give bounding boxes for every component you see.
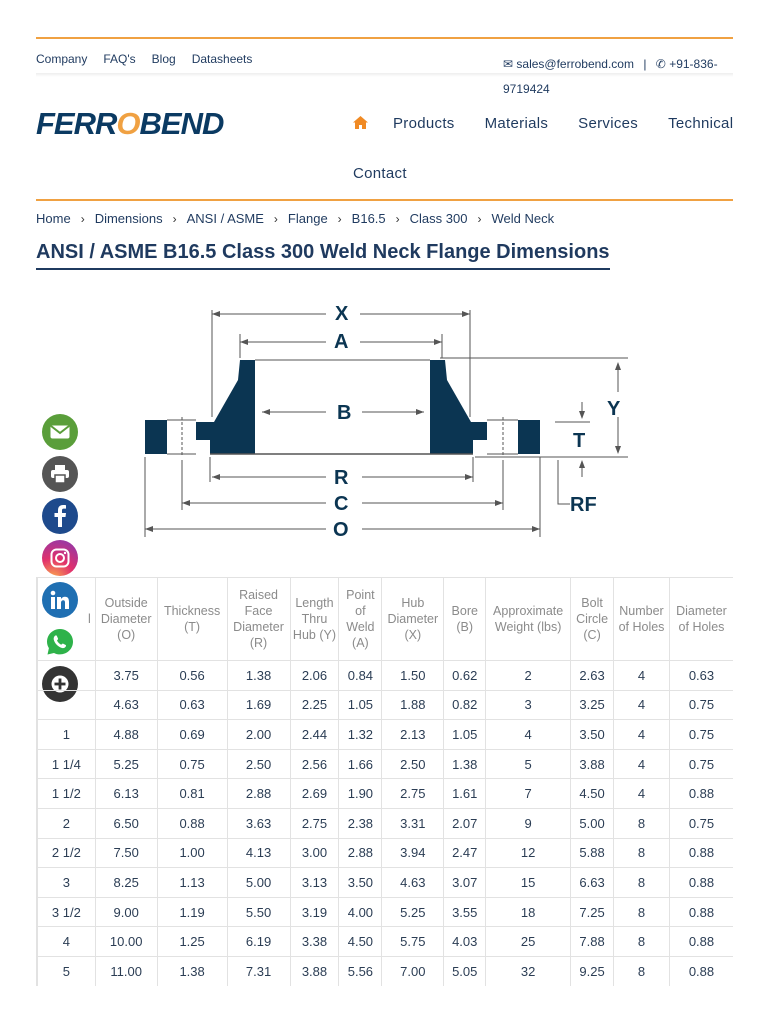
top-links	[36, 52, 252, 66]
table-cell: 3.88	[290, 956, 339, 986]
table-cell: 3.31	[382, 808, 444, 838]
table-cell: 5.75	[382, 927, 444, 957]
table-cell: 5.00	[571, 808, 614, 838]
chevron-right-icon: ›	[337, 211, 342, 226]
link-faqs[interactable]: FAQ's	[103, 52, 136, 66]
column-header: Point of Weld (A)	[339, 578, 382, 661]
table-cell: 4	[38, 927, 96, 957]
table-cell: 4.00	[339, 897, 382, 927]
label-a: A	[334, 331, 349, 353]
table-cell: 0.88	[669, 956, 733, 986]
nav-products[interactable]: Products	[393, 115, 455, 132]
print-icon[interactable]	[42, 456, 78, 492]
table-cell: 4	[486, 720, 571, 750]
table-cell: 5	[486, 749, 571, 779]
table-cell: 1.38	[227, 661, 290, 691]
breadcrumb	[36, 211, 554, 226]
table-cell: 6.50	[95, 808, 157, 838]
breadcrumb-home[interactable]: Home	[36, 211, 71, 226]
table-cell: 5.00	[227, 868, 290, 898]
table-row	[38, 927, 734, 957]
table-cell: 1.19	[157, 897, 227, 927]
dimensions-table-container[interactable]	[36, 577, 733, 986]
table-cell: 0.88	[669, 779, 733, 809]
table-cell: 2.07	[444, 808, 486, 838]
breadcrumb-weld-neck[interactable]: Weld Neck	[491, 211, 555, 226]
table-cell: 5.05	[444, 956, 486, 986]
nav-technical[interactable]: Technical	[668, 115, 734, 132]
table-cell: 8.25	[95, 868, 157, 898]
table-cell: 3.50	[571, 720, 614, 750]
table-cell: 8	[614, 927, 670, 957]
table-cell: 10.00	[95, 927, 157, 957]
table-cell: 2.25	[290, 690, 339, 720]
email-icon[interactable]	[42, 414, 78, 450]
table-cell: 2.38	[339, 808, 382, 838]
label-y: Y	[607, 398, 621, 420]
main-nav	[353, 115, 733, 132]
column-header: Hub Diameter (X)	[382, 578, 444, 661]
table-cell: 2.88	[339, 838, 382, 868]
table-cell: 5	[38, 956, 96, 986]
table-row	[38, 956, 734, 986]
table-cell: 5.88	[571, 838, 614, 868]
table-cell: 3.19	[290, 897, 339, 927]
table-cell: 0.75	[669, 749, 733, 779]
table-cell: 0.62	[444, 661, 486, 691]
table-cell: 1.05	[444, 720, 486, 750]
table-cell: 3.63	[227, 808, 290, 838]
chevron-right-icon: ›	[80, 211, 85, 226]
table-cell	[38, 690, 96, 720]
table-cell: 9.25	[571, 956, 614, 986]
table-cell: 4	[614, 749, 670, 779]
table-cell: 25	[486, 927, 571, 957]
table-cell: 3	[486, 690, 571, 720]
table-cell: 0.63	[669, 661, 733, 691]
table-cell: 2.50	[227, 749, 290, 779]
table-cell: 1.00	[157, 838, 227, 868]
table-cell	[38, 661, 96, 691]
column-header: Bore (B)	[444, 578, 486, 661]
table-cell: 4	[614, 720, 670, 750]
column-header: Diameter of Holes	[669, 578, 733, 661]
table-cell: 0.88	[669, 927, 733, 957]
contact-separator: |	[643, 57, 647, 71]
table-cell: 1.50	[382, 661, 444, 691]
table-cell: 4.13	[227, 838, 290, 868]
table-cell: 18	[486, 897, 571, 927]
phone-icon: ✆	[655, 57, 666, 71]
table-cell: 3.00	[290, 838, 339, 868]
table-cell: 4.50	[571, 779, 614, 809]
table-cell: 3.38	[290, 927, 339, 957]
email-link[interactable]: sales@ferrobend.com	[516, 57, 634, 71]
column-header: Number of Holes	[614, 578, 670, 661]
table-cell: 0.88	[157, 808, 227, 838]
nav-services[interactable]: Services	[578, 115, 639, 132]
table-cell: 0.88	[669, 897, 733, 927]
breadcrumb-ansi-asme[interactable]: ANSI / ASME	[186, 211, 264, 226]
table-cell: 0.82	[444, 690, 486, 720]
table-cell: 11.00	[95, 956, 157, 986]
table-cell: 0.84	[339, 661, 382, 691]
table-cell: 3.94	[382, 838, 444, 868]
link-blog[interactable]: Blog	[151, 52, 176, 66]
table-row	[38, 690, 734, 720]
table-cell: 9.00	[95, 897, 157, 927]
table-cell: 1.88	[382, 690, 444, 720]
table-row	[38, 897, 734, 927]
label-o: O	[333, 519, 349, 541]
table-cell: 6.63	[571, 868, 614, 898]
table-cell: 1.38	[444, 749, 486, 779]
table-cell: 3.88	[571, 749, 614, 779]
table-cell: 2.75	[290, 808, 339, 838]
table-cell: 7.88	[571, 927, 614, 957]
table-cell: 3.25	[571, 690, 614, 720]
breadcrumb-class-300[interactable]: Class 300	[409, 211, 468, 226]
label-x: X	[335, 303, 349, 325]
column-header: Raised Face Diameter (R)	[227, 578, 290, 661]
table-cell: 12	[486, 838, 571, 868]
table-cell: 9	[486, 808, 571, 838]
table-cell: 4.88	[95, 720, 157, 750]
table-cell: 2.75	[382, 779, 444, 809]
table-cell: 1.66	[339, 749, 382, 779]
table-cell: 1 1/2	[38, 779, 96, 809]
table-cell: 3.50	[339, 868, 382, 898]
top-rule	[36, 37, 733, 39]
chevron-right-icon: ›	[395, 211, 400, 226]
logo-text-1: FERR	[36, 106, 117, 141]
table-cell: 1	[38, 720, 96, 750]
ferrobend-logo[interactable]	[36, 106, 223, 142]
chevron-right-icon: ›	[273, 211, 278, 226]
home-icon[interactable]	[353, 116, 368, 132]
table-cell: 3.07	[444, 868, 486, 898]
envelope-icon: ✉	[503, 57, 514, 71]
table-cell: 1.25	[157, 927, 227, 957]
column-header: l	[38, 578, 96, 661]
label-c: C	[334, 493, 349, 515]
label-rf: RF	[570, 494, 597, 516]
table-cell: 3.75	[95, 661, 157, 691]
column-header: Thickness (T)	[157, 578, 227, 661]
table-cell: 2.00	[227, 720, 290, 750]
column-header: Outside Diameter (O)	[95, 578, 157, 661]
column-header: Bolt Circle (C)	[571, 578, 614, 661]
table-cell: 2 1/2	[38, 838, 96, 868]
table-row	[38, 868, 734, 898]
table-cell: 4.03	[444, 927, 486, 957]
table-cell: 8	[614, 956, 670, 986]
label-r: R	[334, 467, 349, 489]
table-row	[38, 749, 734, 779]
table-cell: 4.63	[95, 690, 157, 720]
table-cell: 4	[614, 690, 670, 720]
table-cell: 1.32	[339, 720, 382, 750]
table-cell: 1.13	[157, 868, 227, 898]
breadcrumb-dimensions[interactable]: Dimensions	[94, 211, 163, 226]
table-row	[38, 661, 734, 691]
table-cell: 2.88	[227, 779, 290, 809]
table-cell: 15	[486, 868, 571, 898]
logo-text-2: BEND	[139, 106, 224, 141]
label-t: T	[573, 430, 586, 452]
table-cell: 4.63	[382, 868, 444, 898]
table-cell: 5.25	[382, 897, 444, 927]
table-cell: 0.81	[157, 779, 227, 809]
table-cell: 3	[38, 868, 96, 898]
table-cell: 2.13	[382, 720, 444, 750]
table-cell: 0.75	[157, 749, 227, 779]
table-cell: 2.69	[290, 779, 339, 809]
table-cell: 1.90	[339, 779, 382, 809]
table-cell: 7.50	[95, 838, 157, 868]
table-cell: 0.56	[157, 661, 227, 691]
table-row	[38, 779, 734, 809]
dimensions-table	[37, 577, 733, 986]
table-cell: 8	[614, 868, 670, 898]
column-header: Approximate Weight (lbs)	[486, 578, 571, 661]
table-cell: 2.56	[290, 749, 339, 779]
table-cell: 5.25	[95, 749, 157, 779]
table-cell: 0.69	[157, 720, 227, 750]
table-cell: 3.13	[290, 868, 339, 898]
link-datasheets[interactable]: Datasheets	[191, 52, 253, 66]
table-cell: 7.00	[382, 956, 444, 986]
page-title: ANSI / ASME B16.5 Class 300 Weld Neck Flange Dimensions	[36, 241, 610, 270]
table-cell: 0.88	[669, 838, 733, 868]
logo-text-o: O	[116, 106, 140, 141]
table-cell: 4	[614, 661, 670, 691]
nav-contact[interactable]: Contact	[353, 165, 407, 182]
table-cell: 1.05	[339, 690, 382, 720]
table-cell: 0.75	[669, 720, 733, 750]
table-cell: 1.61	[444, 779, 486, 809]
table-cell: 32	[486, 956, 571, 986]
table-cell: 2.44	[290, 720, 339, 750]
column-header: Length Thru Hub (Y)	[290, 578, 339, 661]
nav-materials[interactable]: Materials	[484, 115, 549, 132]
table-cell: 0.63	[157, 690, 227, 720]
table-cell: 2	[38, 808, 96, 838]
table-cell: 8	[614, 897, 670, 927]
table-cell: 2.63	[571, 661, 614, 691]
table-cell: 0.75	[669, 690, 733, 720]
nav-rule	[36, 199, 733, 201]
label-b: B	[337, 402, 352, 424]
topbar-shadow	[36, 73, 733, 77]
table-row	[38, 808, 734, 838]
table-cell: 3.55	[444, 897, 486, 927]
table-cell: 2	[486, 661, 571, 691]
table-cell: 4	[614, 779, 670, 809]
table-body	[38, 661, 734, 987]
instagram-icon[interactable]	[42, 540, 78, 576]
table-cell: 2.47	[444, 838, 486, 868]
link-company[interactable]: Company	[36, 52, 88, 66]
table-cell: 2.06	[290, 661, 339, 691]
chevron-right-icon: ›	[172, 211, 177, 226]
flange-dimension-diagram	[130, 292, 640, 542]
breadcrumb-b165[interactable]: B16.5	[351, 211, 386, 226]
contact-info	[503, 52, 733, 102]
table-cell: 3 1/2	[38, 897, 96, 927]
table-cell: 5.56	[339, 956, 382, 986]
table-cell: 0.88	[669, 868, 733, 898]
table-cell: 7.25	[571, 897, 614, 927]
table-row	[38, 720, 734, 750]
table-cell: 8	[614, 808, 670, 838]
table-cell: 6.19	[227, 927, 290, 957]
table-cell: 4.50	[339, 927, 382, 957]
phone-link[interactable]: +91-836-9719424	[503, 57, 718, 96]
facebook-icon[interactable]	[42, 498, 78, 534]
table-cell: 7	[486, 779, 571, 809]
breadcrumb-flange[interactable]: Flange	[287, 211, 328, 226]
table-cell: 1.38	[157, 956, 227, 986]
table-header-row	[38, 578, 734, 661]
table-cell: 0.75	[669, 808, 733, 838]
chevron-right-icon: ›	[477, 211, 482, 226]
table-cell: 1.69	[227, 690, 290, 720]
table-row	[38, 838, 734, 868]
table-cell: 7.31	[227, 956, 290, 986]
table-cell: 1 1/4	[38, 749, 96, 779]
table-cell: 5.50	[227, 897, 290, 927]
table-cell: 2.50	[382, 749, 444, 779]
table-cell: 6.13	[95, 779, 157, 809]
table-cell: 8	[614, 838, 670, 868]
